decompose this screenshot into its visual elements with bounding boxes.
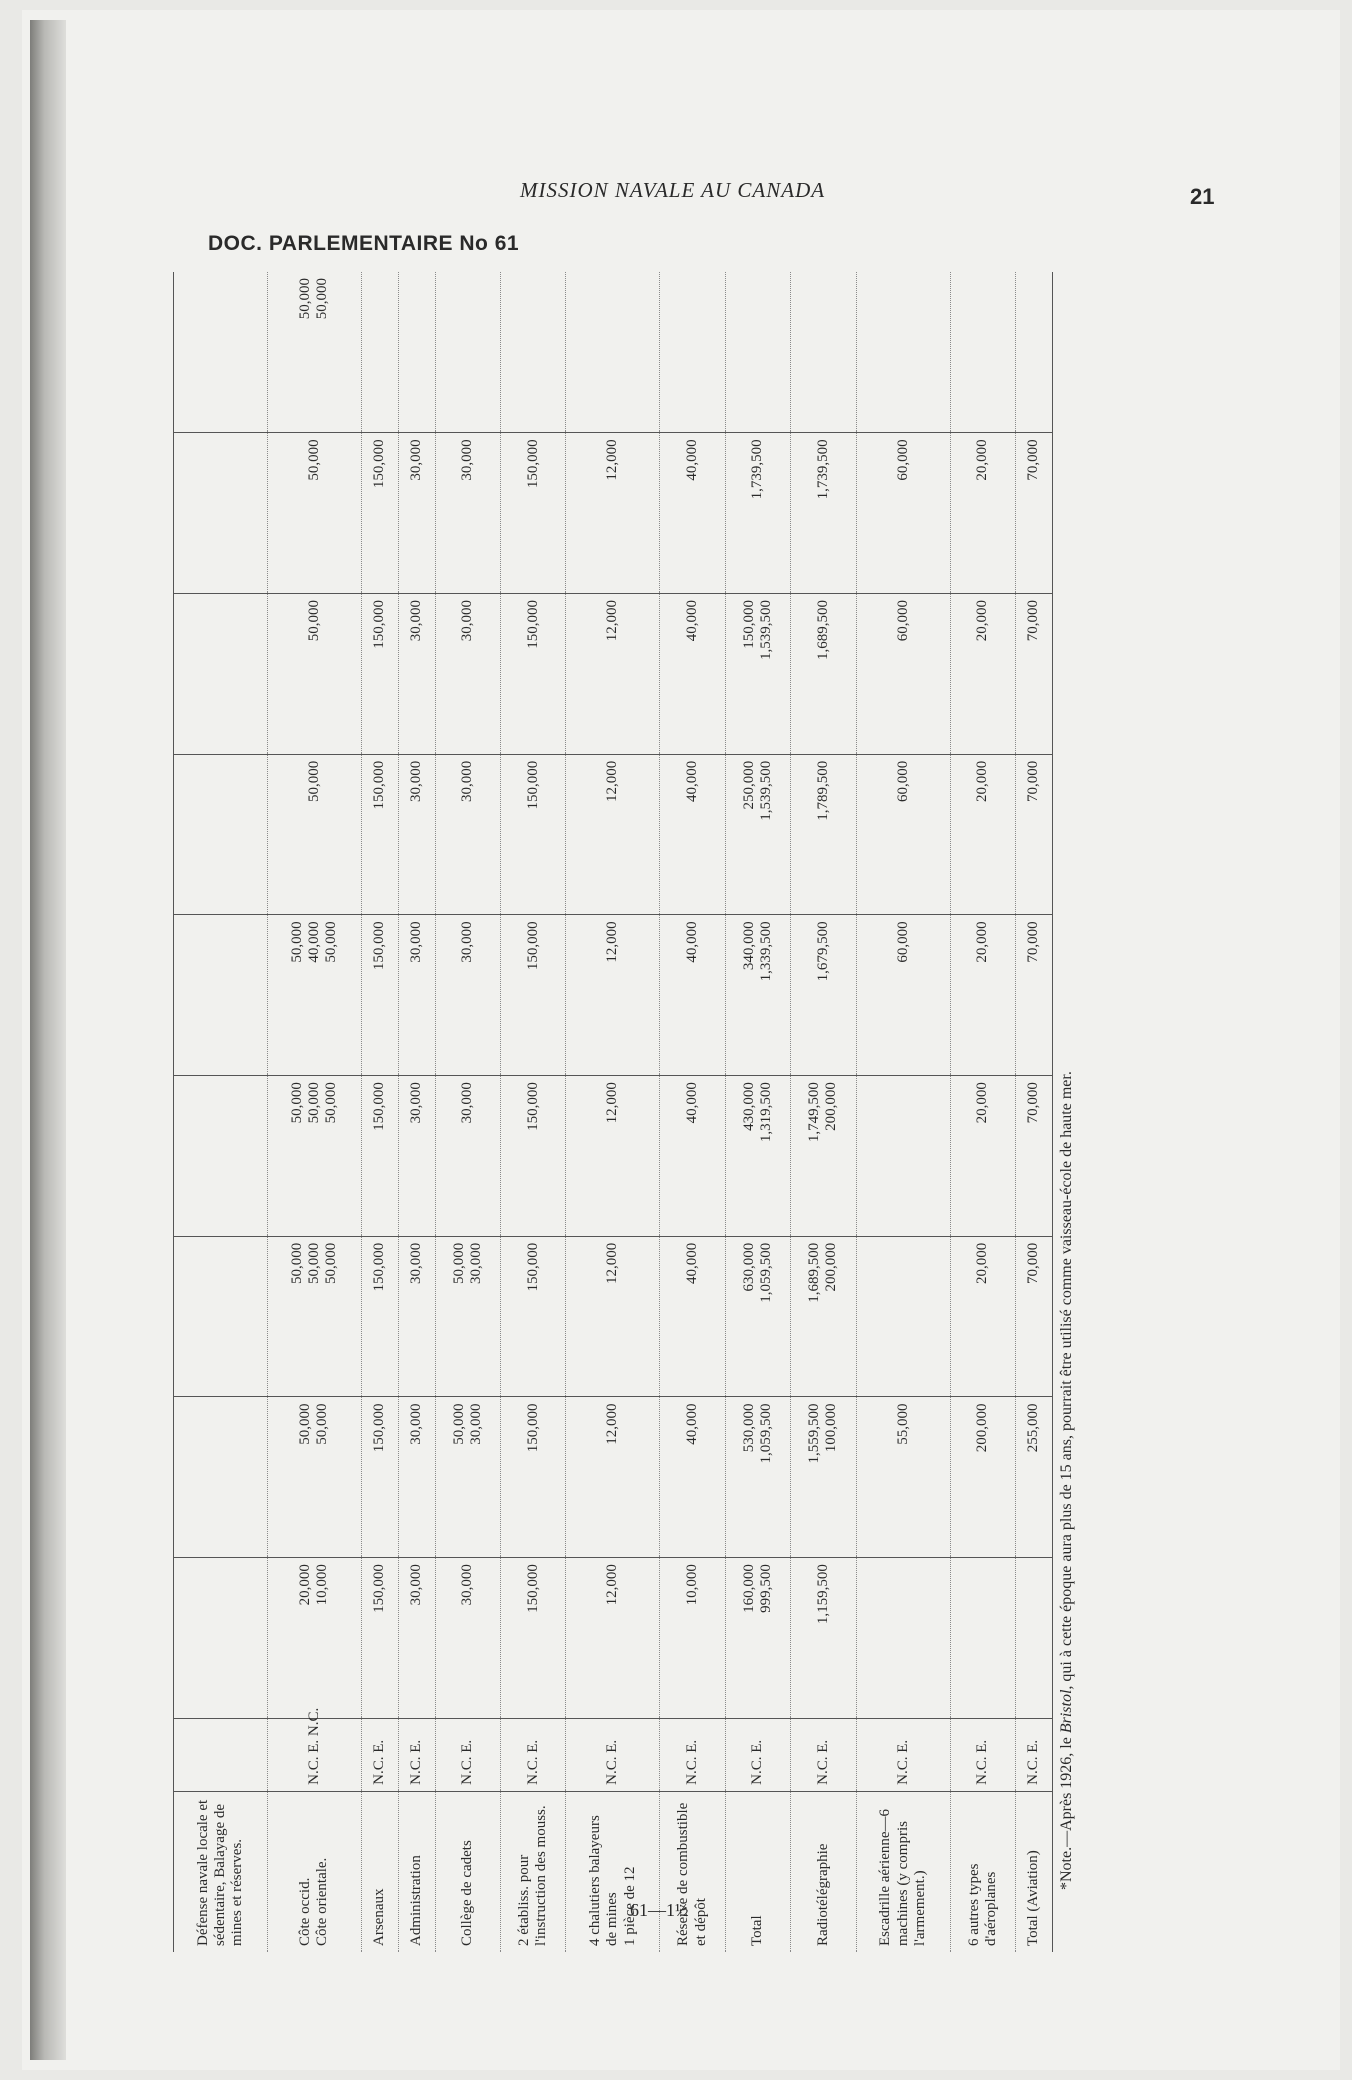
value-cell <box>174 915 268 1076</box>
value-cell <box>435 1076 500 1237</box>
value-text: 12,000 <box>604 921 621 963</box>
value-text: 50,000 <box>314 278 331 320</box>
row-label-text: Total (Aviation) <box>1025 1850 1042 1946</box>
value-cell <box>856 1236 950 1397</box>
value-cell <box>856 594 950 755</box>
value-text: 10,000 <box>684 1564 701 1606</box>
value-cell <box>361 1236 398 1397</box>
value-text: 12,000 <box>604 1082 621 1124</box>
value-cell <box>856 272 950 433</box>
row-label <box>361 1791 398 1952</box>
value-text: 40,000 <box>684 1242 701 1284</box>
value-text: 50,000 <box>288 1242 305 1284</box>
value-text: 50,000 <box>305 1242 322 1284</box>
value-text: 1,059,500 <box>758 1242 775 1303</box>
value-cell <box>791 754 856 915</box>
value-cell <box>501 915 566 1076</box>
row-label-text: Arsenaux <box>371 1888 388 1946</box>
value-text: 40,000 <box>684 1403 701 1445</box>
value-text: 30,000 <box>467 1242 484 1284</box>
value-text: 50,000 <box>297 278 314 320</box>
value-cell <box>791 1558 856 1719</box>
nc-e-code: N.C. E. <box>660 1718 725 1791</box>
value-text: 12,000 <box>604 439 621 481</box>
value-text: 60,000 <box>894 600 911 642</box>
footnote-prefix: *Note.—Après 1926, le <box>1058 1737 1075 1890</box>
value-text: 150,000 <box>524 760 541 810</box>
value-cell <box>267 1236 361 1397</box>
value-cell <box>856 433 950 594</box>
value-text: 20,000 <box>974 921 991 963</box>
value-cell <box>725 1236 790 1397</box>
value-text: 30,000 <box>459 439 476 481</box>
table-row <box>856 272 950 1952</box>
value-text: 160,000 <box>740 1564 757 1613</box>
footnote <box>1058 570 1076 1890</box>
value-cell <box>950 754 1015 915</box>
value-text: 70,000 <box>1025 1082 1042 1124</box>
value-text: 30,000 <box>459 600 476 642</box>
value-text: 40,000 <box>684 760 701 802</box>
value-text: 1,059,500 <box>758 1403 775 1464</box>
table-row <box>398 272 435 1952</box>
row-label <box>950 1791 1015 1952</box>
value-cell <box>566 1558 660 1719</box>
value-text: 1,789,500 <box>814 760 831 821</box>
value-cell <box>361 272 398 433</box>
value-cell <box>660 1397 725 1558</box>
value-text: 60,000 <box>894 439 911 481</box>
row-label <box>435 1791 500 1952</box>
row-label-text: Administration <box>408 1855 425 1946</box>
value-text: 150,000 <box>371 439 388 489</box>
table-row <box>1016 272 1053 1952</box>
value-cell <box>174 1397 268 1558</box>
value-cell <box>267 915 361 1076</box>
value-cell <box>1016 754 1053 915</box>
value-text: 200,000 <box>974 1403 991 1453</box>
value-text: 40,000 <box>684 600 701 642</box>
value-text: 10,000 <box>314 1564 331 1606</box>
value-cell <box>660 754 725 915</box>
value-text: 150,000 <box>524 1564 541 1613</box>
value-text: 30,000 <box>459 1564 476 1606</box>
value-text: 150,000 <box>524 1082 541 1131</box>
value-cell <box>174 272 268 433</box>
nc-e-code: N.C. E. <box>856 1718 950 1791</box>
value-text: 40,000 <box>684 921 701 963</box>
value-cell <box>361 754 398 915</box>
value-cell <box>566 594 660 755</box>
value-text: 50,000 <box>297 1403 314 1445</box>
value-text: 50,000 <box>305 1082 322 1124</box>
value-text: 430,000 <box>740 1082 757 1131</box>
value-text: 70,000 <box>1025 439 1042 481</box>
row-label <box>174 1791 268 1952</box>
value-cell <box>660 915 725 1076</box>
value-cell <box>791 915 856 1076</box>
value-cell <box>660 1236 725 1397</box>
running-title: MISSION NAVALE AU CANADA <box>520 178 826 202</box>
value-text: 200,000 <box>823 1082 840 1131</box>
value-text: 30,000 <box>459 760 476 802</box>
value-cell <box>501 1397 566 1558</box>
value-cell <box>501 433 566 594</box>
value-cell <box>501 1236 566 1397</box>
value-cell <box>950 915 1015 1076</box>
value-text: 20,000 <box>974 1082 991 1124</box>
value-text: 70,000 <box>1025 600 1042 642</box>
value-text: 12,000 <box>604 760 621 802</box>
value-cell <box>501 1076 566 1237</box>
value-text: 50,000 <box>450 1242 467 1284</box>
value-text: 1,679,500 <box>814 921 831 982</box>
value-cell <box>174 594 268 755</box>
value-cell <box>566 1236 660 1397</box>
value-cell <box>501 272 566 433</box>
value-cell <box>267 272 361 433</box>
value-cell <box>791 1236 856 1397</box>
value-cell <box>267 433 361 594</box>
value-text: 50,000 <box>305 439 322 481</box>
value-cell <box>856 1076 950 1237</box>
value-cell <box>660 594 725 755</box>
row-label <box>660 1791 725 1952</box>
value-text: 12,000 <box>604 1564 621 1606</box>
nc-e-code: N.C. E. <box>566 1718 660 1791</box>
value-text: 1,749,500 <box>806 1082 823 1143</box>
value-cell <box>398 915 435 1076</box>
value-text: 50,000 <box>450 1403 467 1445</box>
value-cell <box>856 915 950 1076</box>
value-cell <box>398 272 435 433</box>
nc-e-code: N.C. E. <box>725 1718 790 1791</box>
value-text: 150,000 <box>524 600 541 649</box>
nc-e-code: N.C. E. <box>791 1718 856 1791</box>
budget-table <box>173 272 1053 1952</box>
table-row <box>267 272 361 1952</box>
value-cell <box>435 1397 500 1558</box>
book-spine <box>30 20 66 2060</box>
table-row <box>501 272 566 1952</box>
value-cell <box>1016 1558 1053 1719</box>
row-label-text: Escadrille aérienne—6 machines (y compris l'armement.) <box>877 1808 928 1946</box>
value-cell <box>725 915 790 1076</box>
value-text: 150,000 <box>371 1242 388 1292</box>
value-text: 30,000 <box>408 1082 425 1124</box>
table-row <box>791 272 856 1952</box>
value-cell <box>725 1076 790 1237</box>
value-cell <box>398 594 435 755</box>
value-cell <box>1016 1076 1053 1237</box>
value-cell <box>435 1558 500 1719</box>
value-text: 1,539,500 <box>758 600 775 660</box>
value-cell <box>566 1076 660 1237</box>
value-text: 255,000 <box>1025 1403 1042 1453</box>
value-text: 12,000 <box>604 600 621 642</box>
value-cell <box>435 594 500 755</box>
nc-e-code: N.C. E. <box>361 1718 398 1791</box>
value-cell <box>660 1076 725 1237</box>
table-row <box>174 272 268 1952</box>
document-label: DOC. PARLEMENTAIRE No 61 <box>208 232 520 255</box>
value-cell <box>435 433 500 594</box>
value-cell <box>435 754 500 915</box>
value-text: 1,339,500 <box>758 921 775 982</box>
value-text: 150,000 <box>524 1242 541 1292</box>
value-cell <box>791 1397 856 1558</box>
row-label-text: Côte occid. <box>297 1877 314 1946</box>
value-text: 20,000 <box>974 1242 991 1284</box>
value-text: 60,000 <box>894 760 911 802</box>
nc-e-code: N.C. E. <box>398 1718 435 1791</box>
value-text: 30,000 <box>408 760 425 802</box>
row-label-text: Réserve de combustible et dépôt <box>675 1802 709 1946</box>
value-text: 100,000 <box>823 1403 840 1453</box>
value-cell <box>725 754 790 915</box>
value-cell <box>1016 433 1053 594</box>
value-text: 70,000 <box>1025 921 1042 963</box>
value-cell <box>398 1558 435 1719</box>
value-text: 1,689,500 <box>814 600 831 660</box>
nc-e-code: N.C. E. N.C. <box>267 1718 361 1791</box>
row-label-text: 4 chalutiers balayeurs de mines <box>587 1815 621 1946</box>
value-cell <box>398 1236 435 1397</box>
value-cell <box>267 1558 361 1719</box>
value-text: 150,000 <box>371 1082 388 1131</box>
value-cell <box>566 272 660 433</box>
value-cell <box>1016 1236 1053 1397</box>
value-cell <box>1016 272 1053 433</box>
row-label-text-2: 1 pièce de 12 <box>621 1866 638 1946</box>
row-label-text-2: Côte orientale. <box>314 1857 331 1946</box>
value-text: 20,000 <box>974 760 991 802</box>
table-row <box>950 272 1015 1952</box>
value-text: 50,000 <box>288 921 305 963</box>
value-text: 20,000 <box>297 1564 314 1606</box>
value-text: 50,000 <box>305 600 322 642</box>
value-cell <box>566 1397 660 1558</box>
row-label-text: 6 autres types d'aéroplanes <box>965 1863 999 1946</box>
value-cell <box>1016 915 1053 1076</box>
value-text: 20,000 <box>974 600 991 642</box>
table-row <box>361 272 398 1952</box>
row-label-text: Collège de cadets <box>459 1840 476 1946</box>
value-cell <box>398 433 435 594</box>
value-text: 30,000 <box>408 921 425 963</box>
value-cell <box>950 594 1015 755</box>
value-cell <box>725 1558 790 1719</box>
value-cell <box>950 272 1015 433</box>
value-text: 30,000 <box>408 600 425 642</box>
value-cell <box>267 594 361 755</box>
value-cell <box>660 272 725 433</box>
value-text: 30,000 <box>408 1403 425 1445</box>
table-row <box>435 272 500 1952</box>
row-label <box>501 1791 566 1952</box>
value-cell <box>791 272 856 433</box>
value-cell <box>856 754 950 915</box>
value-cell <box>950 1236 1015 1397</box>
row-label <box>566 1791 660 1952</box>
value-cell <box>267 1397 361 1558</box>
value-text: 250,000 <box>740 760 757 810</box>
value-text: 50,000 <box>305 760 322 802</box>
value-cell <box>361 1076 398 1237</box>
value-text: 150,000 <box>371 1564 388 1613</box>
value-cell <box>174 1076 268 1237</box>
value-cell <box>725 1397 790 1558</box>
nc-e-code <box>174 1718 268 1791</box>
table-row <box>725 272 790 1952</box>
value-text: 12,000 <box>604 1403 621 1445</box>
footnote-ship-name: Bristol, <box>1058 1685 1075 1734</box>
value-text: 30,000 <box>459 1082 476 1124</box>
value-text: 70,000 <box>1025 760 1042 802</box>
row-label <box>398 1791 435 1952</box>
value-cell <box>791 1076 856 1237</box>
value-cell <box>361 433 398 594</box>
row-label <box>725 1791 790 1952</box>
value-text: 50,000 <box>323 1242 340 1284</box>
value-text: 1,739,500 <box>749 439 766 500</box>
value-text: 50,000 <box>323 1082 340 1124</box>
value-cell <box>950 1397 1015 1558</box>
value-cell <box>725 433 790 594</box>
value-cell <box>398 754 435 915</box>
value-text: 1,539,500 <box>758 760 775 821</box>
value-text: 30,000 <box>408 1564 425 1606</box>
value-cell <box>566 915 660 1076</box>
value-text: 1,159,500 <box>814 1564 831 1625</box>
value-text: 1,319,500 <box>758 1082 775 1143</box>
value-text: 630,000 <box>740 1242 757 1292</box>
value-cell <box>660 1558 725 1719</box>
value-cell <box>174 1236 268 1397</box>
value-cell <box>398 1076 435 1237</box>
value-cell <box>361 594 398 755</box>
value-cell <box>1016 594 1053 755</box>
value-text: 200,000 <box>823 1242 840 1292</box>
value-cell <box>950 433 1015 594</box>
value-text: 150,000 <box>740 600 757 649</box>
value-cell <box>361 1397 398 1558</box>
value-text: 999,500 <box>758 1564 775 1613</box>
row-label <box>1016 1791 1053 1952</box>
value-cell <box>950 1558 1015 1719</box>
value-text: 1,559,500 <box>806 1403 823 1464</box>
value-text: 150,000 <box>371 1403 388 1453</box>
value-text: 150,000 <box>524 439 541 489</box>
value-cell <box>174 1558 268 1719</box>
value-cell <box>566 433 660 594</box>
value-text: 150,000 <box>371 921 388 971</box>
value-text: 30,000 <box>467 1403 484 1445</box>
value-text: 150,000 <box>371 760 388 810</box>
value-cell <box>267 1076 361 1237</box>
value-cell <box>791 594 856 755</box>
value-cell <box>1016 1397 1053 1558</box>
value-text: 40,000 <box>684 439 701 481</box>
value-text: 40,000 <box>684 1082 701 1124</box>
table-row <box>660 272 725 1952</box>
value-cell <box>174 754 268 915</box>
value-cell <box>398 1397 435 1558</box>
value-text: 60,000 <box>894 921 911 963</box>
value-cell <box>435 272 500 433</box>
value-cell <box>267 754 361 915</box>
row-label <box>791 1791 856 1952</box>
value-cell <box>856 1397 950 1558</box>
row-label <box>856 1791 950 1952</box>
value-cell <box>361 1558 398 1719</box>
value-cell <box>361 915 398 1076</box>
value-cell <box>950 1076 1015 1237</box>
value-cell <box>791 433 856 594</box>
value-text: 20,000 <box>974 439 991 481</box>
value-cell <box>174 433 268 594</box>
value-text: 30,000 <box>408 439 425 481</box>
value-text: 50,000 <box>288 1082 305 1124</box>
value-text: 530,000 <box>740 1403 757 1453</box>
value-cell <box>501 754 566 915</box>
value-text: 150,000 <box>371 600 388 649</box>
value-cell <box>435 915 500 1076</box>
row-label-text: Défense navale locale et sédentaire, Balayage de mines et réserves. <box>194 1799 246 1946</box>
value-text: 12,000 <box>604 1242 621 1284</box>
row-label-text: Radiotélégraphie <box>814 1843 831 1946</box>
value-text: 55,000 <box>894 1403 911 1445</box>
nc-e-code: N.C. E. <box>1016 1718 1053 1791</box>
value-text: 70,000 <box>1025 1242 1042 1284</box>
value-cell <box>725 594 790 755</box>
value-cell <box>435 1236 500 1397</box>
row-label-text: Total <box>749 1915 766 1946</box>
value-cell <box>660 433 725 594</box>
rotated-budget-table <box>173 272 1053 1952</box>
nc-e-code: N.C. E. <box>950 1718 1015 1791</box>
value-cell <box>856 1558 950 1719</box>
value-text: 50,000 <box>314 1403 331 1445</box>
value-text: 40,000 <box>305 921 322 963</box>
value-text: 50,000 <box>323 921 340 963</box>
value-text: 150,000 <box>524 1403 541 1453</box>
value-cell <box>501 594 566 755</box>
nc-e-code: N.C. E. <box>435 1718 500 1791</box>
value-cell <box>725 272 790 433</box>
value-cell <box>566 754 660 915</box>
row-label <box>267 1791 361 1952</box>
value-cell <box>501 1558 566 1719</box>
row-label-text: 2 établiss. pour l'instruction des mouss. <box>516 1805 550 1946</box>
value-text: 30,000 <box>408 1242 425 1284</box>
footnote-suffix: qui à cette époque aura plus de 15 ans, pourrait être utilisé comme vaisseau-école de haute mer. <box>1058 1071 1075 1682</box>
page-number: 21 <box>1190 184 1215 209</box>
value-text: 1,739,500 <box>814 439 831 500</box>
nc-e-code: N.C. E. <box>501 1718 566 1791</box>
value-text: 150,000 <box>524 921 541 971</box>
value-text: 1,689,500 <box>806 1242 823 1303</box>
folio: 61—1½ <box>630 1900 689 1920</box>
value-text: 30,000 <box>459 921 476 963</box>
table-row <box>566 272 660 1952</box>
value-text: 340,000 <box>740 921 757 971</box>
